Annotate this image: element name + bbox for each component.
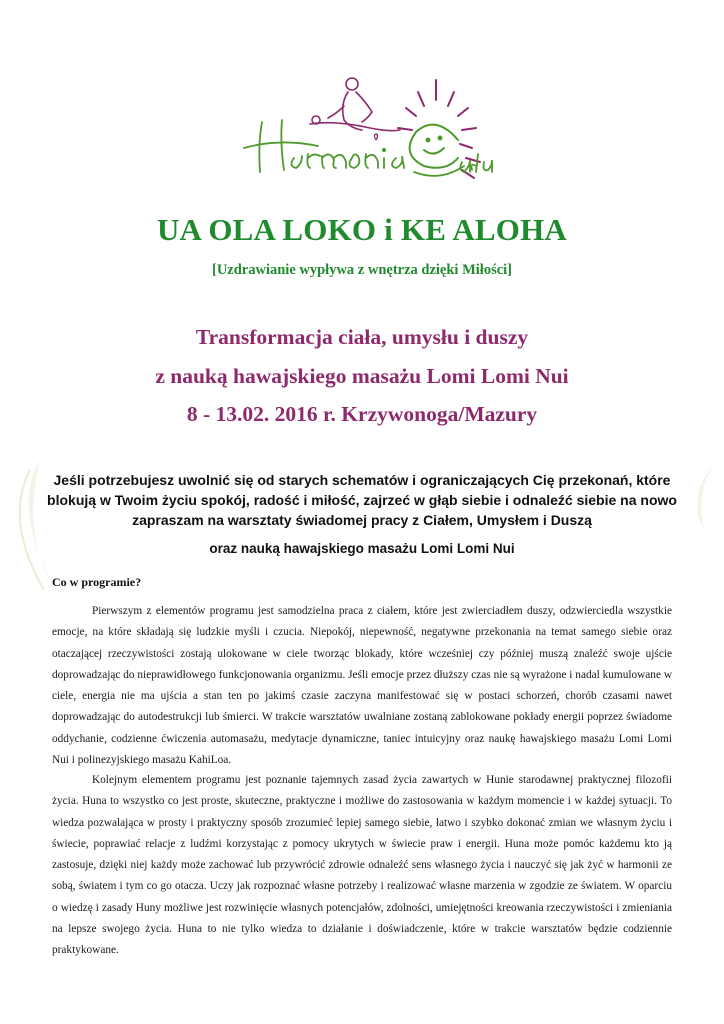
page-subtitle: [Uzdrawianie wypływa z wnętrza dzięki Miłości]	[211, 262, 513, 278]
intro-paragraph: Jeśli potrzebujesz uwolnić się od starych schematów i ograniczających Cię przekonań, które blokują w Twoim życiu spokój, radość i miłość, zajrzeć w głąb siebie i odnaleźć siebie na nowo zapraszam na warsztaty świadomej pracy z Ciałem, Umysłem i Duszą	[47, 472, 677, 528]
program-paragraph-1: Pierwszym z elementów programu jest samodzielna praca z ciałem, które jest zwierciadłem duszy, odzwierciedla wszystkie emocje, na które składają się ludzkie myśli i czucia. Niepokój, niepewność, negatywne przekonania na temat samego siebie oraz otaczającej rzeczywistości zostają ulokowane w ciele tworząc blokady, które wcześniej czy później muszą znaleźć swoje ujście doprowadzając do nieprawidłowego funkcjonowania organizmu. Jeśli emocje przez dłuższy czas nie są wyrażone i nadal kumulowane w ciele, energia nie ma ujścia a stan ten po jakimś czasie zaczyna manifestować się w postaci schorzeń, chorób czasami nawet doprowadzając do autodestrukcji lub śmierci. W trakcie warsztatów uwalniane zostaną zablokowane pokłady energii poprzez świadome oddychanie, codzienne ćwiczenia automasażu, medytacje dynamiczne, taniec intuicyjny oraz naukę hawajskiego masażu Lomi Lomi Nui i polinezyjskiego masażu KahiLoa.	[52, 605, 672, 767]
headline-lomi-lomi: z nauką hawajskiego masażu Lomi Lomi Nui	[155, 364, 569, 388]
program-heading: Co w programie?	[52, 575, 142, 589]
headline-transformation: Transformacja ciała, umysłu i duszy	[195, 325, 529, 349]
intro-line-lomi-lomi: oraz nauką hawajskiego masażu Lomi Lomi Nui	[209, 541, 515, 556]
headline-date-location: 8 - 13.02. 2016 r. Krzywonoga/Mazury	[186, 402, 538, 426]
logo-graphic	[240, 62, 502, 202]
harmonia-cudu-logo	[240, 62, 502, 202]
program-paragraph-2: Kolejnym elementem programu jest poznanie tajemnych zasad życia zawartych w Hunie starodawnej praktycznej filozofii życia. Huna to wszystko co jest proste, skuteczne, praktyczne i możliwe do zastosowania w każdym momencie i w każdej sytuacji. To wiedza pozwalająca w prosty i praktyczny sposób zrozumieć lepiej samego siebie, łatwo i szybko dokonać zmian we własnym życiu i świecie, poprawiać relacje z ludźmi korzystając z pomocy ukrytych w świecie praw i energii. Huna może pomóc każdemu kto ją zastosuje, dzięki niej każdy może zachować lub przywrócić zdrowie odnaleźć sens własnego życia i nauczyć się jak żyć w harmonii ze sobą, światem i tym co go otacza. Uczy jak rozpoznać własne potrzeby i realizować własne marzenia w zgodzie ze światem. W oparciu o wiedzę i zasady Huny możliwe jest rozwinięcie własnych potencjałów, zdolności, umiejętności kreowania rzeczywistości i zmieniania na lepsze swojego życia. Huna to nie tylko wiedza to działanie i doświadczenie, które w trakcie warsztatów będzie codziennie praktykowane.	[52, 774, 672, 957]
page-title: UA OLA LOKO i KE ALOHA	[156, 212, 568, 247]
